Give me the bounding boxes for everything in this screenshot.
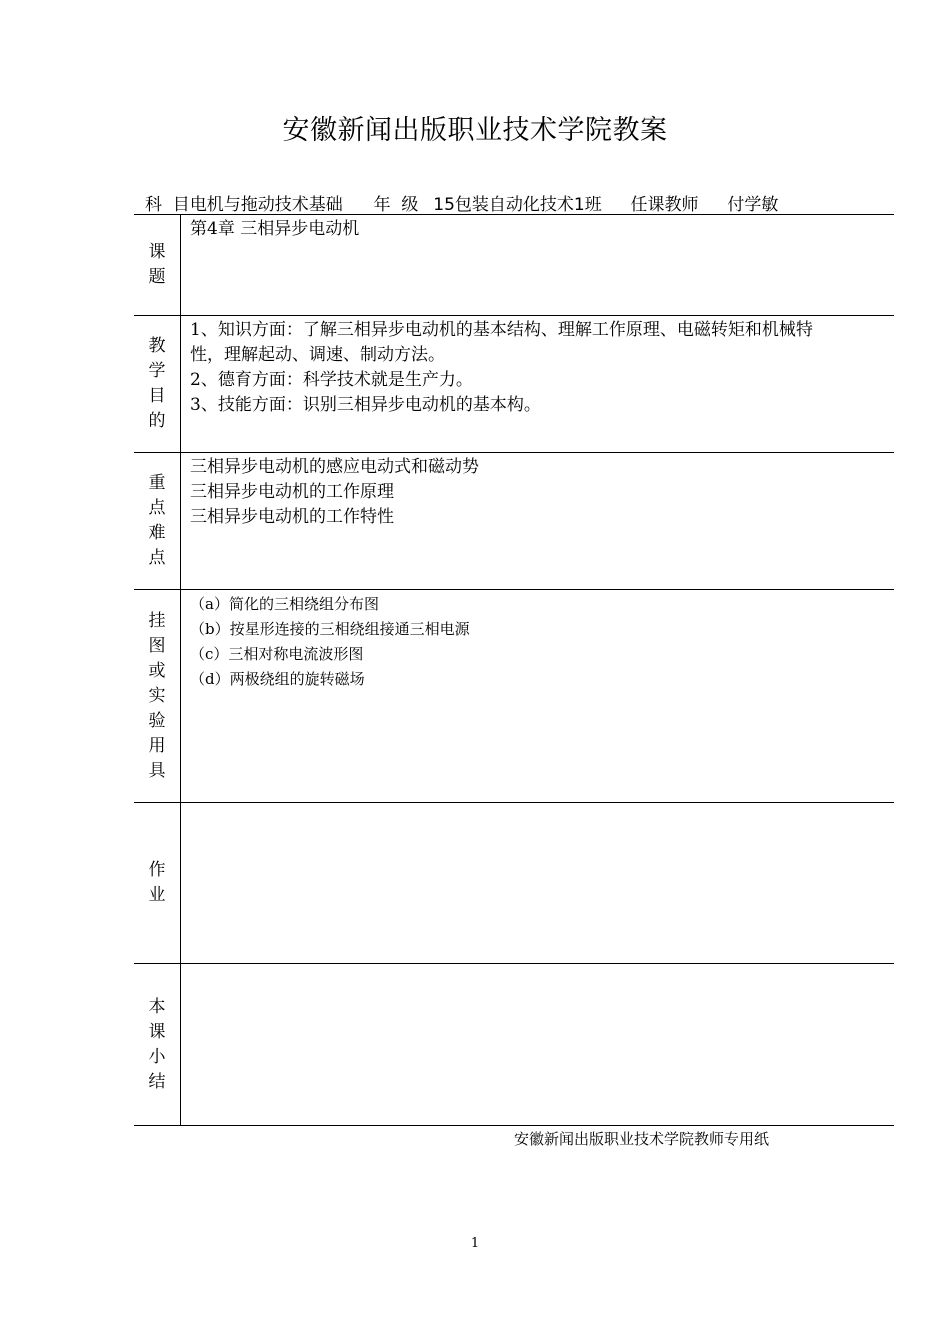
material-line: （c）三相对称电流波形图	[190, 645, 364, 663]
teacher-value: 付学敏	[727, 195, 779, 215]
subject-label: 科 目	[145, 195, 190, 215]
summary-content	[181, 964, 895, 1126]
materials-label: 挂 图 或 实 验 用 具	[134, 590, 181, 803]
material-line: （a）简化的三相绕组分布图	[190, 595, 379, 613]
footer-note: 安徽新闻出版职业技术学院教师专用纸	[514, 1130, 770, 1148]
lesson-plan-table	[134, 214, 894, 1126]
homework-label: 作 业	[134, 803, 181, 964]
summary-label: 本 课 小 结	[134, 964, 181, 1126]
material-line: （b）按星形连接的三相绕组接通三相电源	[190, 620, 470, 638]
objective-line: 性，理解起动、调速、制动方法。	[190, 345, 445, 365]
homework-row	[134, 803, 894, 964]
topic-label: 课 题	[134, 215, 181, 316]
page-number: 1	[470, 1236, 480, 1251]
teacher-label: 任课教师	[630, 195, 699, 215]
objectives-row	[134, 316, 894, 453]
key-point-line: 三相异步电动机的工作原理	[190, 482, 394, 502]
key-points-label: 重 点 难 点	[134, 453, 181, 590]
materials-row	[134, 590, 894, 803]
objectives-content	[181, 316, 895, 453]
key-point-line: 三相异步电动机的工作特性	[190, 507, 394, 527]
page-title: 安徽新闻出版职业技术学院教案	[282, 115, 668, 146]
subject-value: 电机与拖动技术基础	[189, 195, 343, 215]
grade-label: 年 级	[373, 195, 419, 215]
topic-text: 第4章 三相异步电动机	[190, 219, 360, 239]
topic-content	[181, 215, 895, 316]
key-point-line: 三相异步电动机的感应电动式和磁动势	[190, 457, 479, 477]
grade-value: 15包装自动化技术1班	[433, 195, 602, 215]
objectives-label: 教 学 目 的	[134, 316, 181, 453]
course-meta	[145, 190, 905, 215]
summary-row	[134, 964, 894, 1126]
homework-content	[181, 803, 895, 964]
objective-line: 2、德育方面：科学技术就是生产力。	[190, 370, 473, 390]
key-points-content	[181, 453, 895, 590]
material-line: （d）两极绕组的旋转磁场	[190, 670, 365, 688]
topic-row	[134, 215, 894, 316]
objective-line: 1、知识方面：了解三相异步电动机的基本结构、理解工作原理、电磁转矩和机械特	[190, 320, 813, 340]
materials-content	[181, 590, 895, 803]
key-points-row	[134, 453, 894, 590]
objective-line: 3、技能方面：识别三相异步电动机的基本构。	[190, 395, 541, 415]
